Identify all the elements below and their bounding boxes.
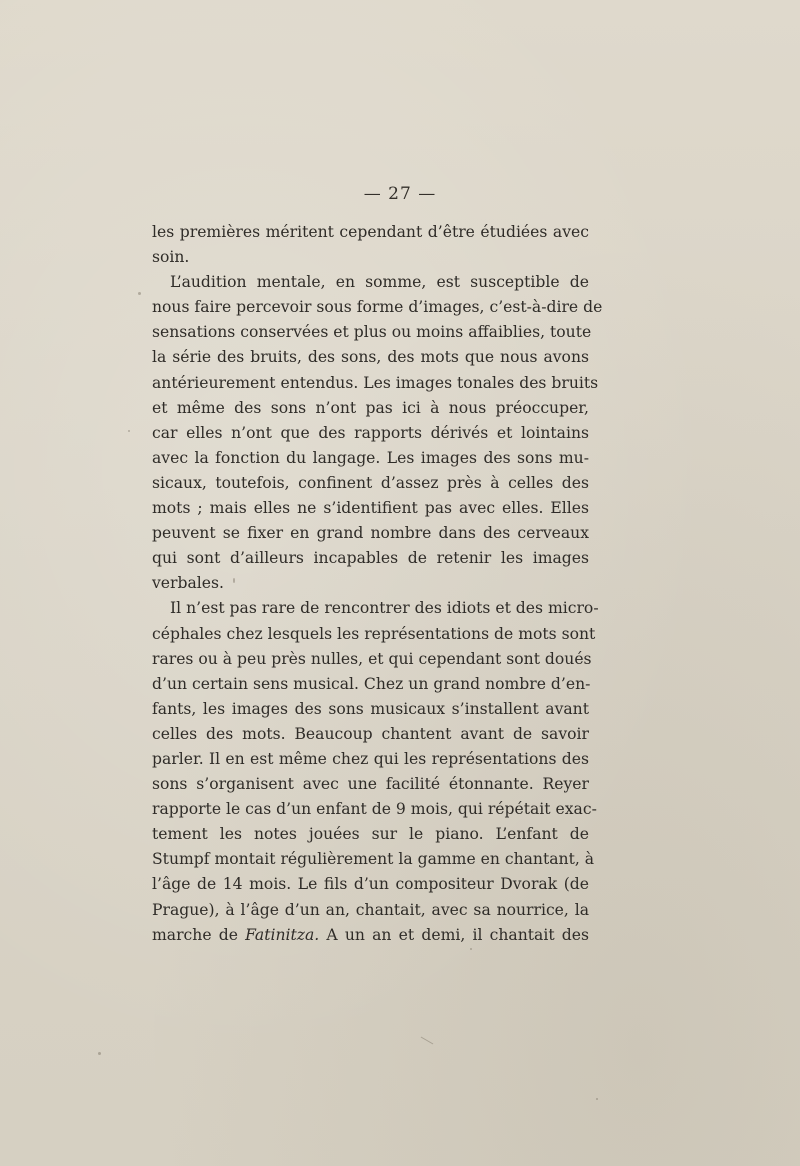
text-line: d’un certain sens musical. Chez un grand nombre d’en- [152, 674, 591, 693]
text-line: la série des bruits, des sons, des mots que nous avons [152, 348, 589, 367]
text-line: nous faire percevoir sous forme d’images, c’est-à-dire de [152, 298, 603, 317]
text-line: fants, les images des sons musicaux s’installent avant [152, 699, 589, 718]
text-line: verbales. [152, 574, 224, 593]
body-text [152, 220, 603, 948]
text-line: peuvent se fixer en grand nombre dans des cerveaux [152, 524, 589, 543]
text-line: antérieurement entendus. Les images tonales des bruits [152, 373, 599, 392]
text-line: car elles n’ont que des rapports dérivés et lointains [152, 423, 589, 442]
text-line: celles des mots. Beaucoup chantent avant de savoir [152, 724, 589, 743]
italic-title: Fatinitza. [245, 925, 320, 944]
text-line: sicaux, toutefois, confinent d’assez près à celles des [152, 473, 589, 492]
text-line: l’âge de 14 mois. Le fils d’un compositeur Dvorak (de [152, 875, 589, 894]
text-line: avec la fonction du langage. Les images des sons mu- [152, 448, 589, 467]
text-line: tement les notes jouées sur le piano. L’enfant de [152, 825, 589, 844]
text-line: les premières méritent cependant d’être étudiées avec [152, 223, 589, 241]
text-line: qui sont d’ailleurs incapables de retenir les images [152, 549, 589, 568]
paper-speck [138, 292, 141, 295]
paper-speck [98, 1052, 101, 1055]
text-line: parler. Il en est même chez qui les représentations des [152, 749, 589, 768]
page-number: — 27 — [363, 184, 437, 204]
text-fragment: A un an et demi, il chantait des [319, 925, 589, 944]
paper-speck [596, 1098, 598, 1100]
text-line: sensations conservées et plus ou moins affaiblies, toute [152, 323, 592, 342]
paper-speck [421, 1037, 434, 1045]
text-line-with-italic [152, 923, 589, 948]
text-line: sons s’organisent avec une facilité étonnante. Reyer [152, 775, 589, 794]
paper-speck [470, 948, 472, 950]
text-line: mots ; mais elles ne s’identifient pas avec elles. Elles [152, 499, 589, 518]
text-fragment: marche de [152, 925, 246, 944]
paper-speck [128, 430, 130, 432]
text-line: rapporte le cas d’un enfant de 9 mois, qui répétait exac- [152, 800, 597, 819]
paragraph-start-line: Il n’est pas rare de rencontrer des idiots et des micro- [170, 599, 599, 618]
text-line: Prague), à l’âge d’un an, chantait, avec sa nourrice, la [152, 900, 589, 919]
text-line: rares ou à peu près nulles, et qui cependant sont doués [152, 649, 592, 668]
paper-speck [233, 578, 235, 583]
text-line: soin. [152, 248, 190, 267]
text-line: et même des sons n’ont pas ici à nous préoccuper, [152, 398, 589, 417]
paragraph-start-line: L’audition mentale, en somme, est susceptible de [170, 273, 589, 292]
text-line: céphales chez lesquels les représentations de mots sont [152, 624, 596, 643]
text-line: Stumpf montait régulièrement la gamme en chantant, à [152, 850, 595, 869]
